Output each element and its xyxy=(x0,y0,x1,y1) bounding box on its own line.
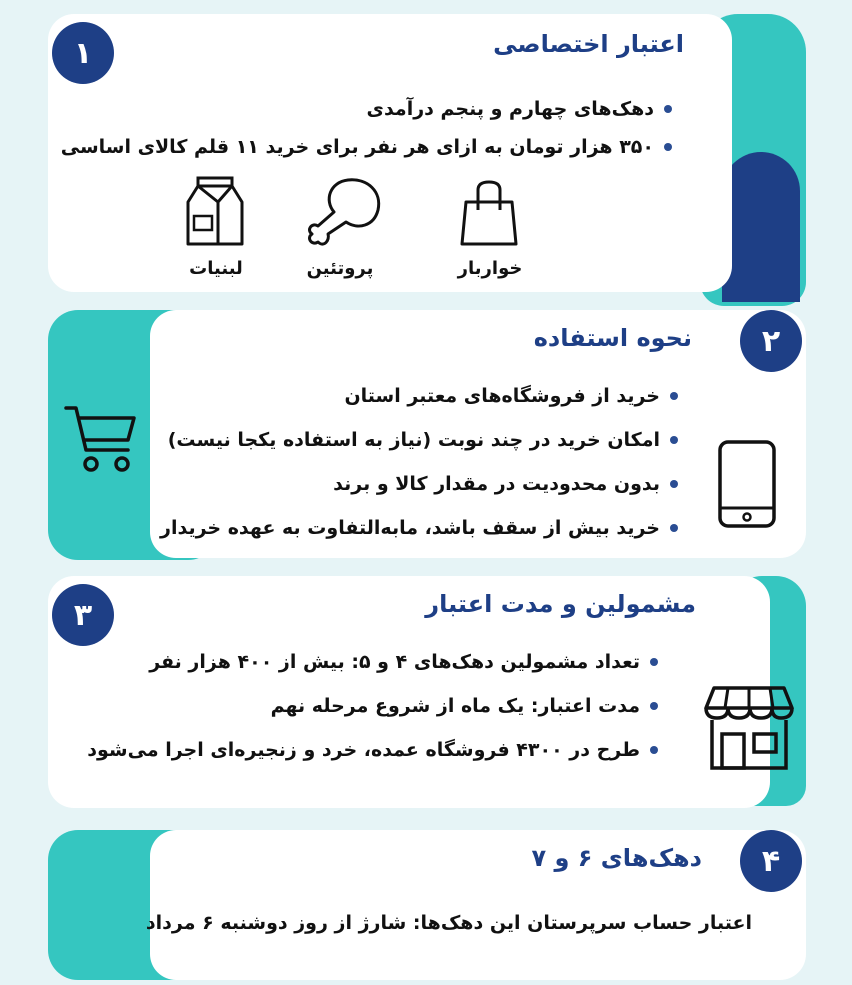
section2-bullet-list xyxy=(160,374,680,550)
section1-number-badge: ۱ xyxy=(52,22,114,84)
item-label-protein: پروتئین xyxy=(306,258,374,279)
chicken-leg-icon xyxy=(302,176,384,250)
store-icon xyxy=(704,686,794,770)
section2-title: نحوه استفاده xyxy=(533,324,692,352)
section4-title: دهک‌های ۶ و ۷ xyxy=(531,844,702,872)
section3-bullet: طرح در ۴۳۰۰ فروشگاه عمده، خرد و زنجیره‌ای اجرا می‌شود xyxy=(87,728,660,772)
section3-bullet: مدت اعتبار: یک ماه از شروع مرحله نهم xyxy=(87,684,660,728)
section1-title: اعتبار اختصاصی xyxy=(493,30,684,58)
section2-bullet: امکان خرید در چند نوبت (نیاز به استفاده یکجا نیست) xyxy=(160,418,680,462)
section3-bullet-list xyxy=(87,640,660,772)
section4-text: اعتبار حساب سرپرستان این دهک‌ها: شارژ از روز دوشنبه ۶ مرداد xyxy=(145,912,752,934)
section1-bullet: ۳۵۰ هزار تومان به ازای هر نفر برای خرید ۱۱ قلم کالای اساسی xyxy=(61,128,674,166)
item-label-groceries: خواربار xyxy=(457,258,523,279)
section1-bullet: دهک‌های چهارم و پنجم درآمدی xyxy=(61,90,674,128)
milk-carton-icon xyxy=(186,176,246,246)
shopping-cart-icon xyxy=(64,404,138,474)
section3-title: مشمولین و مدت اعتبار xyxy=(425,590,696,618)
section1-navy-accent xyxy=(722,152,800,302)
item-label-dairy: لبنیات xyxy=(189,258,243,279)
section3-bullet: تعداد مشمولین دهک‌های ۴ و ۵: بیش از ۴۰۰ هزار نفر xyxy=(87,640,660,684)
section2-bullet: خرید بیش از سقف باشد، مابه‌التفاوت به عهده خریدار xyxy=(160,506,680,550)
section2-bullet: بدون محدودیت در مقدار کالا و برند xyxy=(160,462,680,506)
shopping-bag-icon xyxy=(456,180,522,246)
section4-number-badge: ۴ xyxy=(740,830,802,892)
section1-bullet-list xyxy=(61,90,674,166)
section2-number-badge: ۲ xyxy=(740,310,802,372)
section4-card xyxy=(150,830,806,980)
mobile-phone-icon xyxy=(718,440,776,528)
section2-bullet: خرید از فروشگاه‌های معتبر استان xyxy=(160,374,680,418)
section3-number-badge: ۳ xyxy=(52,584,114,646)
